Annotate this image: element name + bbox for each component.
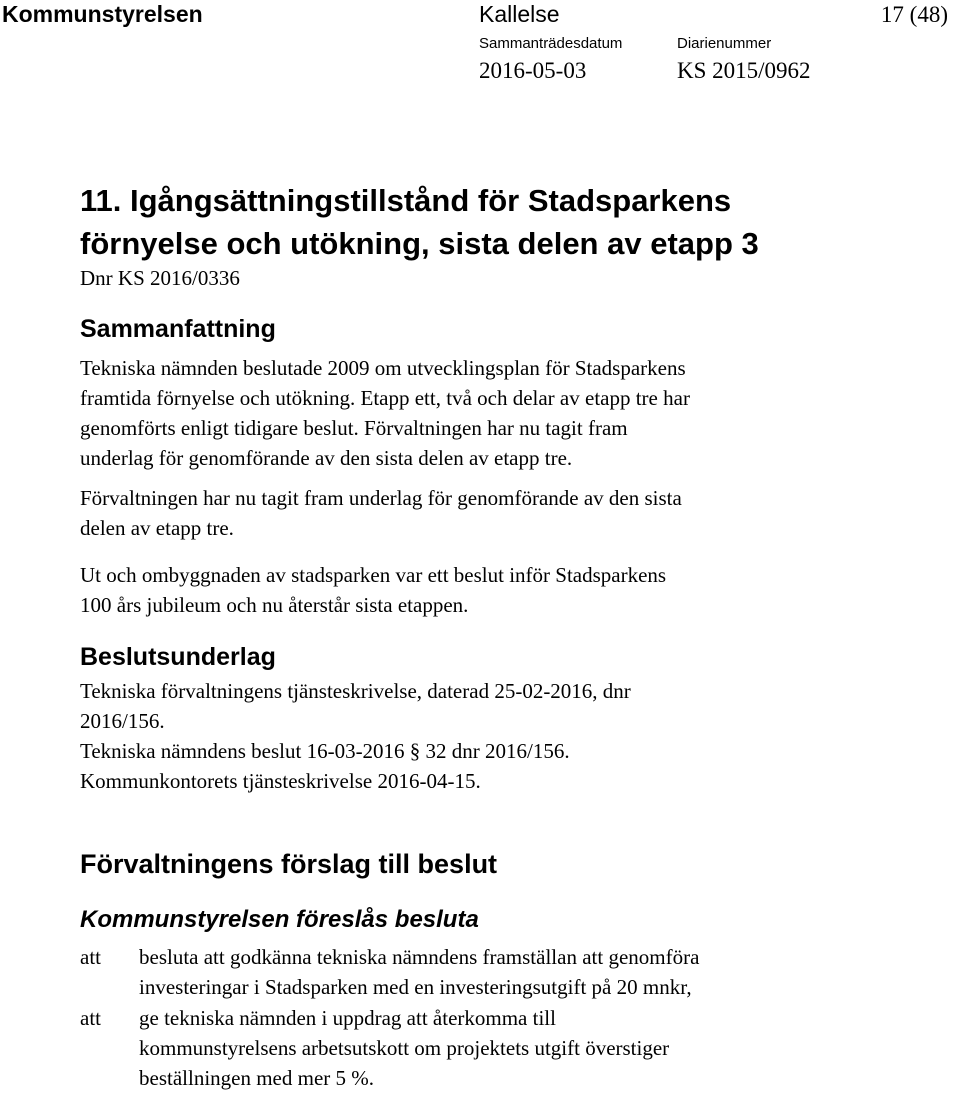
text-line: 100 års jubileum och nu återstår sista etappen.	[80, 593, 469, 617]
summary-paragraph	[80, 353, 690, 473]
proposal-subheading: Kommunstyrelsen föreslås besluta	[80, 906, 479, 933]
text-line: Tekniska förvaltningens tjänsteskrivelse, daterad 25-02-2016, dnr	[80, 679, 631, 703]
summary-heading: Sammanfattning	[80, 315, 276, 343]
text-line: 2016/156.	[80, 709, 165, 733]
text-line: underlag för genomförande av den sista delen av etapp tre.	[80, 446, 573, 470]
att-clause-text	[139, 942, 699, 1002]
case-number: Dnr KS 2016/0336	[80, 266, 240, 290]
text-line: Tekniska nämnden beslutade 2009 om utvecklingsplan för Stadsparkens	[80, 356, 686, 380]
item-title-line: förnyelse och utökning, sista delen av etapp 3	[80, 226, 759, 261]
basis-list	[80, 676, 631, 796]
text-line: genomförts enligt tidigare beslut. Förvaltningen har nu tagit fram	[80, 416, 628, 440]
organization-name: Kommunstyrelsen	[2, 1, 203, 27]
text-line: Förvaltningen har nu tagit fram underlag för genomförande av den sista	[80, 486, 682, 510]
page-number: 17 (48)	[880, 2, 948, 27]
text-line: beställningen med mer 5 %.	[139, 1066, 375, 1090]
text-line: Kommunkontorets tjänsteskrivelse 2016-04-15.	[80, 769, 481, 793]
document-type: Kallelse	[479, 1, 560, 27]
att-label: att	[80, 945, 101, 969]
item-title-line: 11. Igångsättningstillstånd för Stadsparkens	[80, 183, 732, 218]
meeting-date: 2016-05-03	[479, 58, 587, 83]
text-line: framtida förnyelse och utökning. Etapp ett, två och delar av etapp tre har	[80, 386, 690, 410]
att-clause-text	[139, 1003, 669, 1093]
registry-number: KS 2015/0962	[677, 58, 811, 83]
att-label: att	[80, 1006, 101, 1030]
meeting-date-label: Sammanträdesdatum	[479, 35, 623, 52]
text-line: besluta att godkänna tekniska nämndens framställan att genomföra	[139, 945, 700, 969]
proposal-heading: Förvaltningens förslag till beslut	[80, 849, 498, 879]
text-line: Tekniska nämndens beslut 16-03-2016 § 32 dnr 2016/156.	[80, 739, 570, 763]
summary-paragraph	[80, 483, 682, 543]
text-line: delen av etapp tre.	[80, 516, 234, 540]
summary-paragraph	[80, 560, 666, 620]
text-line: Ut och ombyggnaden av stadsparken var ett beslut inför Stadsparkens	[80, 563, 667, 587]
text-line: investeringar i Stadsparken med en investeringsutgift på 20 mnkr,	[139, 975, 692, 999]
basis-heading: Beslutsunderlag	[80, 643, 276, 671]
registry-number-label: Diarienummer	[677, 35, 772, 52]
item-title	[80, 179, 759, 265]
text-line: ge tekniska nämnden i uppdrag att återkomma till	[139, 1006, 556, 1030]
text-line: kommunstyrelsens arbetsutskott om projektets utgift överstiger	[139, 1036, 670, 1060]
